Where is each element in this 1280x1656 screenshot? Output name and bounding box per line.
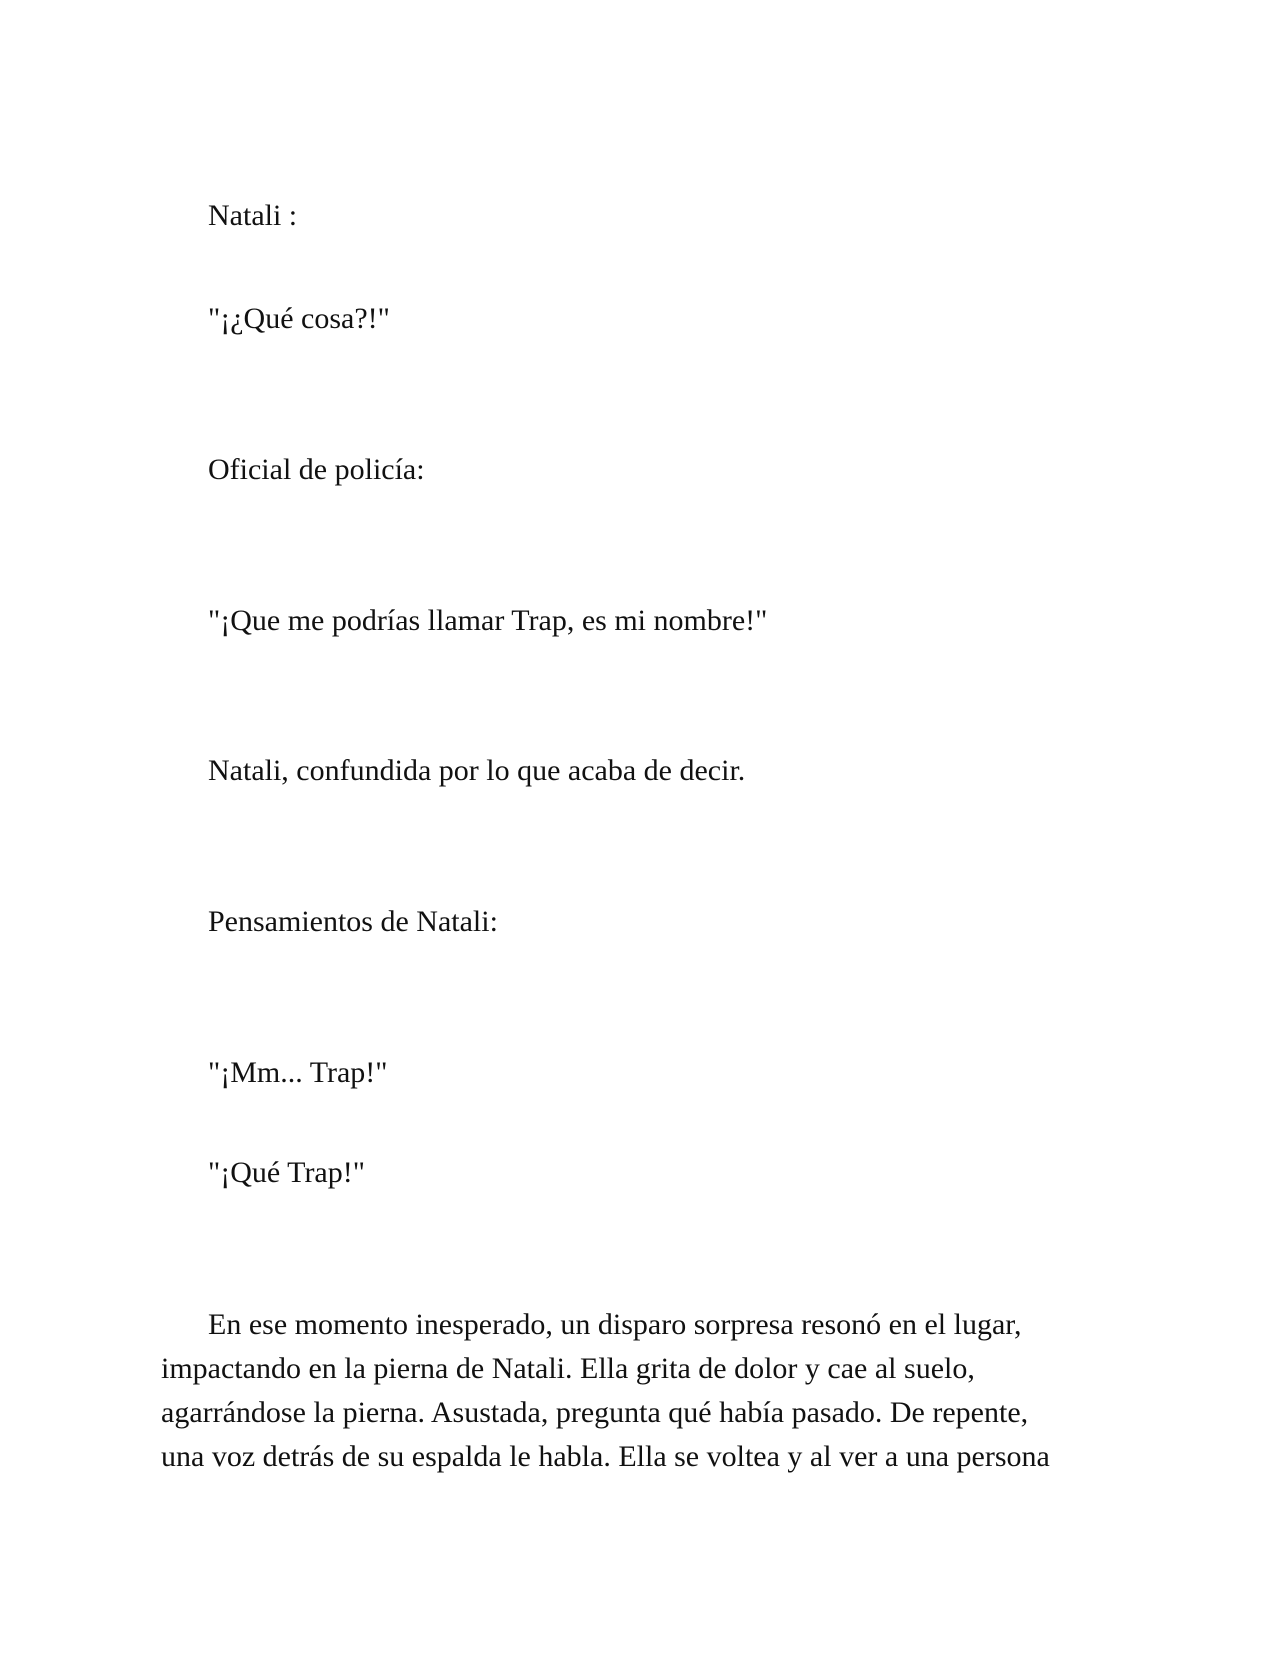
speaker-label-natali: Natali : xyxy=(208,199,298,232)
thought-line: "¡Mm... Trap!" xyxy=(208,1056,388,1089)
paragraph-line: agarrándose la pierna. Asustada, pregunta qué había pasado. De repente, xyxy=(161,1396,1029,1429)
dialogue-line: "¡Que me podrías llamar Trap, es mi nombre!" xyxy=(208,604,768,637)
dialogue-line: "¡¿Qué cosa?!" xyxy=(208,302,390,335)
paragraph-line: En ese momento inesperado, un disparo sorpresa resonó en el lugar, xyxy=(208,1308,1022,1341)
thought-line: "¡Qué Trap!" xyxy=(208,1156,365,1189)
paragraph-line: una voz detrás de su espalda le habla. Ella se voltea y al ver a una persona xyxy=(161,1440,1050,1473)
speaker-label-officer: Oficial de policía: xyxy=(208,453,425,486)
narration-line: Natali, confundida por lo que acaba de decir. xyxy=(208,754,746,787)
speaker-label-thoughts: Pensamientos de Natali: xyxy=(208,905,498,938)
paragraph-line: impactando en la pierna de Natali. Ella grita de dolor y cae al suelo, xyxy=(161,1352,975,1385)
narrative-paragraph xyxy=(161,1307,1101,1487)
